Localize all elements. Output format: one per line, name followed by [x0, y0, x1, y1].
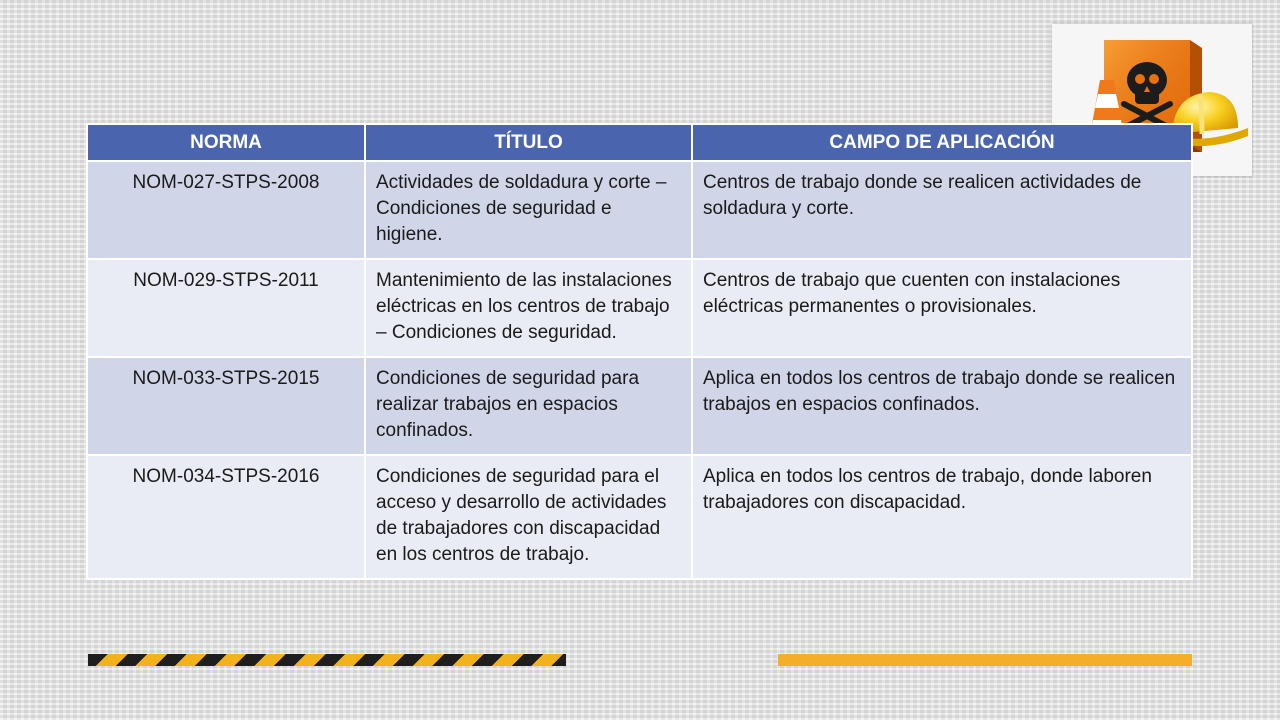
- cell-norma: NOM-033-STPS-2015: [87, 357, 365, 455]
- table-header-row: [87, 124, 1192, 161]
- hazard-stripe-left: [88, 654, 566, 666]
- header-campo: CAMPO DE APLICACIÓN: [692, 124, 1192, 161]
- header-norma: NORMA: [87, 124, 365, 161]
- cell-norma: NOM-027-STPS-2008: [87, 161, 365, 259]
- cell-titulo: Condiciones de seguridad para el acceso y desarrollo de actividades de trabajadores con discapacidad en los centros de trabajo.: [365, 455, 692, 579]
- cell-campo: Centros de trabajo que cuenten con instalaciones eléctricas permanentes o provisionales.: [692, 259, 1192, 357]
- norms-table: [86, 123, 1193, 580]
- cell-campo: Aplica en todos los centros de trabajo donde se realicen trabajos en espacios confinados.: [692, 357, 1192, 455]
- cell-norma: NOM-034-STPS-2016: [87, 455, 365, 579]
- table-row: [87, 357, 1192, 455]
- table-row: [87, 455, 1192, 579]
- table-row: [87, 161, 1192, 259]
- cell-campo: Centros de trabajo donde se realicen actividades de soldadura y corte.: [692, 161, 1192, 259]
- hazard-stripe-right: [778, 654, 1192, 666]
- cell-titulo: Condiciones de seguridad para realizar trabajos en espacios confinados.: [365, 357, 692, 455]
- cell-campo: Aplica en todos los centros de trabajo, donde laboren trabajadores con discapacidad.: [692, 455, 1192, 579]
- table-row: [87, 259, 1192, 357]
- cell-norma: NOM-029-STPS-2011: [87, 259, 365, 357]
- header-titulo: TÍTULO: [365, 124, 692, 161]
- cell-titulo: Actividades de soldadura y corte – Condiciones de seguridad e higiene.: [365, 161, 692, 259]
- cell-titulo: Mantenimiento de las instalaciones eléctricas en los centros de trabajo – Condiciones de seguridad.: [365, 259, 692, 357]
